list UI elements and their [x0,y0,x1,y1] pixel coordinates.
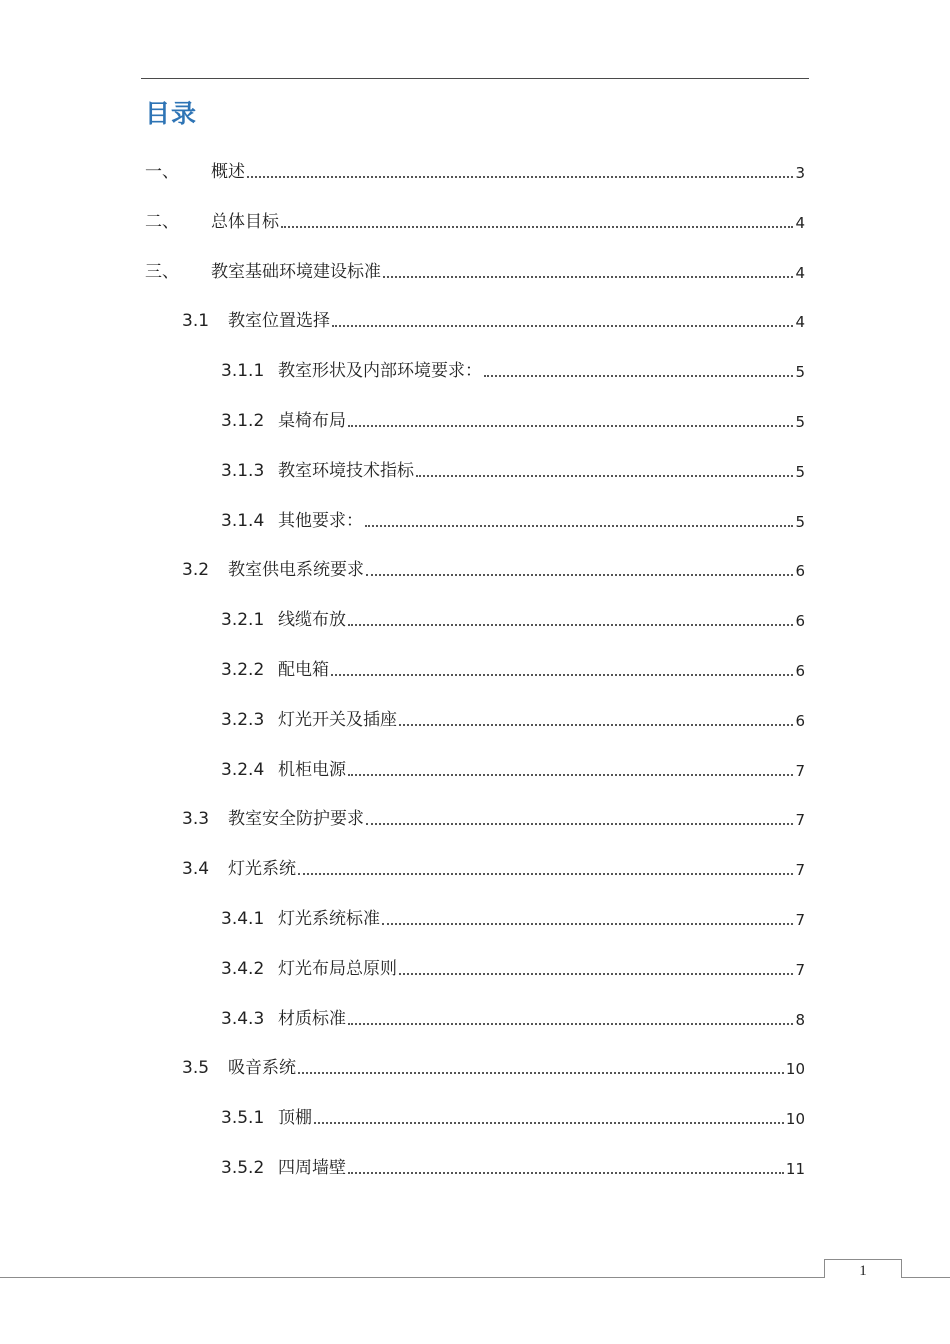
header-rule [141,78,809,79]
toc-entry-title: 教室供电系统要求 [228,560,364,580]
toc-entry-title: 材质标准 [278,1009,346,1029]
toc-entry-page: 3 [795,164,805,182]
toc-entry-title: 教室安全防护要求 [228,809,364,829]
toc-entry-number: 3.4.2 [221,959,265,979]
toc-entry[interactable] [221,705,805,731]
toc-entry-title: 桌椅布局 [278,411,346,431]
toc-entry[interactable] [221,655,805,681]
toc-entry-page: 7 [795,911,805,929]
toc-entry-title: 四周墙壁 [278,1158,346,1178]
toc-entry-number: 3.1.3 [221,461,265,481]
toc-entry[interactable] [182,306,805,332]
toc-entry[interactable] [221,356,805,382]
toc-dot-leader [348,774,793,776]
toc-entry-title: 机柜电源 [278,760,346,780]
toc-dot-leader [348,425,793,427]
toc-dot-leader [247,176,793,178]
toc-entry-number: 3.5.1 [221,1108,265,1128]
toc-entry-title: 灯光系统 [228,859,296,879]
toc-entry-page: 4 [795,214,805,232]
toc-entry-title: 概述 [211,162,245,182]
toc-entry-page: 8 [795,1011,805,1029]
toc-entry-title: 教室基础环境建设标准 [211,262,381,282]
toc-entry-number: 3.2 [182,560,210,580]
toc-entry-number: 一、 [145,162,179,182]
toc-entry-title: 顶棚 [278,1108,312,1128]
toc-entry-title: 教室形状及内部环境要求： [278,361,482,381]
toc-entry-page: 11 [785,1160,805,1178]
toc-entry[interactable] [182,804,805,830]
toc-entry-number: 3.5.2 [221,1158,265,1178]
toc-entry[interactable] [221,1153,805,1179]
toc-dot-leader [484,375,793,377]
toc-entry-number: 3.4 [182,859,210,879]
toc-entry-number: 3.2.1 [221,610,265,630]
toc-dot-leader [366,574,793,576]
page-number: 1 [859,1263,867,1279]
toc-entry-number: 3.3 [182,809,210,829]
toc-entry[interactable] [221,456,805,482]
toc-dot-leader [383,276,793,278]
toc-entry-page: 6 [795,712,805,730]
toc-entry[interactable] [221,605,805,631]
toc-entry-number: 二、 [145,212,179,232]
toc-dot-leader [348,1172,784,1174]
toc-entry-number: 3.1 [182,311,210,331]
toc-dot-leader [348,1023,793,1025]
toc-entry[interactable] [221,1103,805,1129]
toc-entry[interactable] [182,1053,805,1079]
toc-entry-title: 灯光布局总原则 [278,959,397,979]
toc-entry-number: 三、 [145,262,179,282]
toc-entry-title: 教室环境技术指标 [278,461,414,481]
toc-dot-leader [332,325,793,327]
toc-dot-leader [399,973,793,975]
toc-dot-leader [314,1122,784,1124]
toc-entry-number: 3.1.2 [221,411,265,431]
toc-heading: 目录 [145,99,198,128]
toc-entry[interactable] [221,406,805,432]
toc-entry-page: 7 [795,762,805,780]
toc-entry[interactable] [221,904,805,930]
toc-entry-number: 3.2.2 [221,660,265,680]
toc-dot-leader [281,226,793,228]
toc-entry[interactable] [221,954,805,980]
toc-entry-title: 灯光开关及插座 [278,710,397,730]
toc-entry[interactable] [182,555,805,581]
toc-entry[interactable] [145,157,805,183]
toc-dot-leader [365,525,793,527]
toc-entry-number: 3.1.1 [221,361,265,381]
toc-entry-page: 4 [795,313,805,331]
toc-entry-page: 7 [795,861,805,879]
toc-entry-title: 其他要求： [278,511,363,531]
toc-dot-leader [331,674,793,676]
toc-entry-number: 3.4.1 [221,909,265,929]
toc-dot-leader [416,475,793,477]
footer-rule [0,1277,950,1278]
toc-dot-leader [366,823,793,825]
toc-entry[interactable] [221,1004,805,1030]
toc-dot-leader [399,724,793,726]
toc-entry-page: 7 [795,961,805,979]
toc-entry[interactable] [145,207,805,233]
toc-entry-page: 5 [795,513,805,531]
toc-entry[interactable] [221,755,805,781]
toc-entry-title: 线缆布放 [278,610,346,630]
toc-entry-page: 7 [795,811,805,829]
toc-entry-number: 3.5 [182,1058,210,1078]
toc-entry-page: 5 [795,413,805,431]
toc-entry-title: 教室位置选择 [228,311,330,331]
toc-entry-page: 10 [785,1110,805,1128]
toc-entry-page: 10 [785,1060,805,1078]
toc-entry-number: 3.2.4 [221,760,265,780]
toc-dot-leader [348,624,793,626]
toc-entry-page: 4 [795,264,805,282]
toc-entry-number: 3.2.3 [221,710,265,730]
toc-dot-leader [298,873,793,875]
toc-entry[interactable] [145,257,805,283]
toc-entry-number: 3.4.3 [221,1009,265,1029]
toc-entry-page: 6 [795,612,805,630]
toc-entry-title: 吸音系统 [228,1058,296,1078]
toc-entry-number: 3.1.4 [221,511,265,531]
toc-entry-page: 5 [795,363,805,381]
toc-entry-title: 配电箱 [278,660,329,680]
toc-entry-page: 5 [795,463,805,481]
toc-entry-page: 6 [795,662,805,680]
toc-entry-page: 6 [795,562,805,580]
toc-dot-leader [298,1072,784,1074]
toc-entry[interactable] [182,854,805,880]
toc-dot-leader [382,923,793,925]
toc-entry-title: 灯光系统标准 [278,909,380,929]
toc-entry[interactable] [221,506,805,532]
toc-entry-title: 总体目标 [211,212,279,232]
